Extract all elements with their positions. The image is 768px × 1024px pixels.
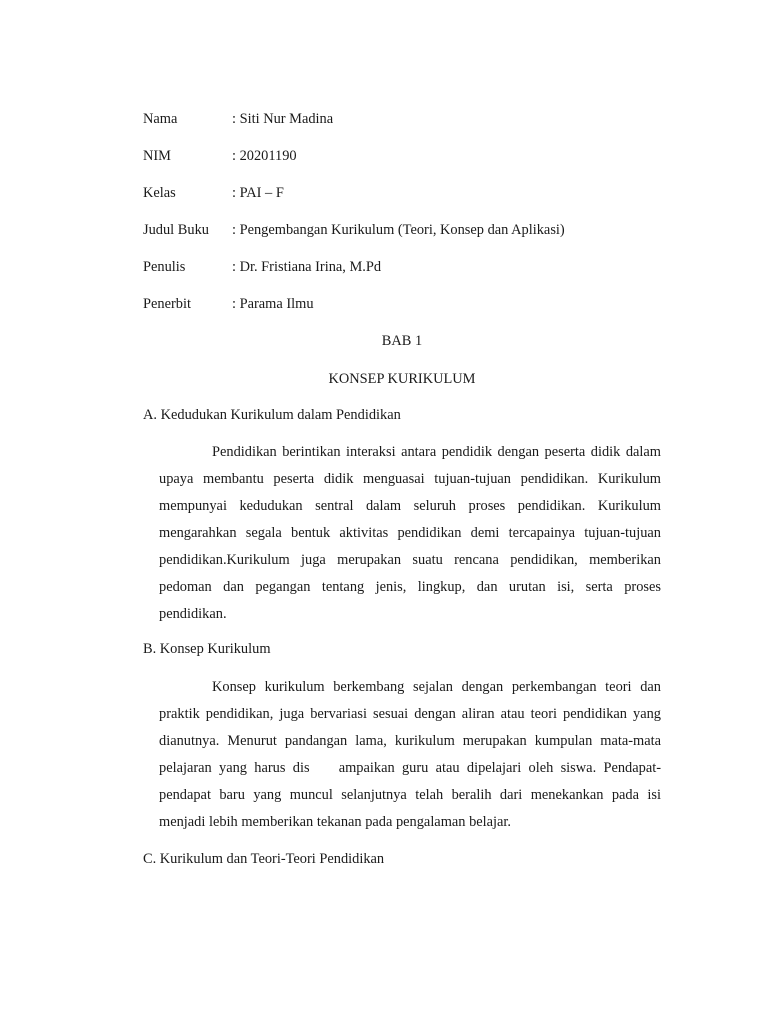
section-heading-a: A. Kedudukan Kurikulum dalam Pendidikan [143, 407, 401, 423]
identity-value: : Siti Nur Madina [232, 111, 334, 127]
identity-value: : Dr. Fristiana Irina, M.Pd [232, 259, 382, 275]
identity-row-book-title [143, 221, 703, 258]
paragraph-line: mempunyai kedudukan sentral dalam seluruh proses pendidikan. Kurikulum [159, 498, 661, 514]
identity-label: Kelas [143, 185, 176, 201]
identity-value: : PAI – F [232, 185, 284, 201]
paragraph-line: pendapat baru yang muncul selanjutnya telah beralih dari menekankan pada isi [159, 787, 661, 803]
identity-row-class [143, 184, 703, 221]
identity-row-name [143, 110, 703, 147]
chapter-title: KONSEP KURIKULUM [328, 371, 476, 387]
section-b-paragraph [159, 674, 661, 836]
paragraph-line: dianutnya. Menurut pandangan lama, kurikulum merupakan kumpulan mata-mata [159, 733, 661, 749]
identity-label: Nama [143, 111, 178, 127]
identity-row-publisher [143, 295, 703, 332]
paragraph-line: praktik pendidikan, juga bervariasi sesuai dengan aliran atau teori pendidikan yang [159, 706, 661, 722]
paragraph-line: pelajaran yang harus dis ampaikan guru atau dipelajari oleh siswa. Pendapat- [159, 760, 661, 776]
paragraph-line: Konsep kurikulum berkembang sejalan dengan perkembangan teori dan [212, 679, 661, 695]
paragraph-line: Pendidikan berintikan interaksi antara pendidik dengan peserta didik dalam [212, 444, 661, 460]
identity-label: NIM [143, 148, 171, 164]
paragraph-line: upaya membantu peserta didik menguasai tujuan-tujuan pendidikan. Kurikulum [159, 471, 661, 487]
identity-label: Penulis [143, 259, 186, 275]
paragraph-line: pedoman dan pegangan tentang jenis, lingkup, dan urutan isi, serta proses [159, 579, 661, 595]
paragraph-line: pendidikan. [159, 606, 227, 622]
identity-value: : 20201190 [232, 148, 297, 164]
identity-block [143, 110, 703, 332]
paragraph-line: pendidikan.Kurikulum juga merupakan suatu rencana pendidikan, memberikan [159, 552, 661, 568]
identity-value: : Pengembangan Kurikulum (Teori, Konsep dan Aplikasi) [232, 222, 565, 238]
section-a-paragraph [159, 439, 661, 628]
identity-row-author [143, 258, 703, 295]
section-heading-b: B. Konsep Kurikulum [143, 641, 271, 657]
section-heading-c: C. Kurikulum dan Teori-Teori Pendidikan [143, 851, 385, 867]
identity-row-nim [143, 147, 703, 184]
identity-value: : Parama Ilmu [232, 296, 314, 312]
chapter-number: BAB 1 [381, 333, 423, 349]
identity-label: Judul Buku [143, 222, 209, 238]
paragraph-line: menjadi lebih memberikan tekanan pada pengalaman belajar. [159, 814, 512, 830]
identity-label: Penerbit [143, 296, 191, 312]
paragraph-line: mengarahkan segala bentuk aktivitas pendidikan demi tercapainya tujuan-tujuan [159, 525, 661, 541]
